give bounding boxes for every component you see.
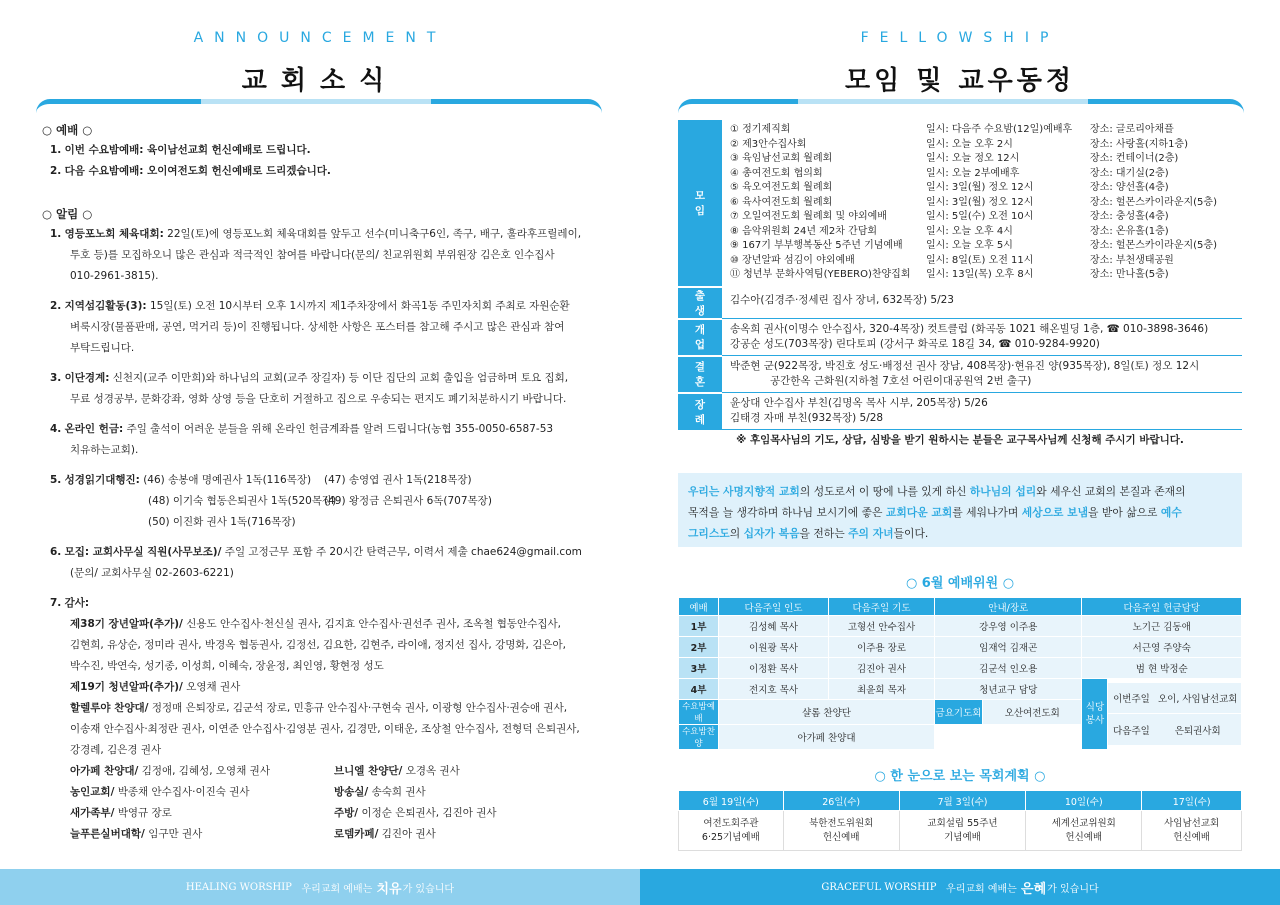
wedding-info: 박준현 군(922목장, 박진호 성도·배정선 권사 장남, 408목장)·현유진 양(935목장), 8일(토) 정오 12시 공간한옥 근화원(지하철 7호선 어린이대공원역 2번 출구) [722,356,1242,393]
opening-info: 송옥희 권사(이명수 안수집사, 320-4목장) 컷트클럽 (화곡동 1021 해온빌딩 1층, ☎ 010-3898-3646) 강공순 성도(703목장) 린다토피 (강서구 화곡로 18길 34, ☎ 010-9284-9920) [722,319,1242,356]
pastoral-note: ※ 후임목사님의 기도, 상담, 심방을 받기 원하시는 분들은 교구목사님께 신청해 주시기 바랍니다. [736,434,1184,446]
page-title: 교회소식 [241,66,399,96]
table-header: 안내/장로 [935,598,1082,616]
table-row: 2부 이원광 목사 이주용 장로 임재억 김재곤 서근영 주양숙 [679,637,1242,658]
fellowship-page [640,0,1280,905]
meeting-row: ① 정기제직회 일시: 다음주 수요밤(12일)예배후 장소: 글로리아채플 [730,124,1174,135]
bible-reading-item: 5. 성경읽기대행진: (46) 송봉애 명예권사 1독(116목장) (47) 송영엽 권사 1독(218목장) (48) 이기숙 협동은퇴권사 1독(520목장) (49) 왕정금 은퇴권사 6독(707목장) (50) 이진화 권사 1독(716목장) [50,474,492,528]
ministry-plan-table [678,790,1242,851]
section-eng-title: FELLOWSHIP [860,30,1060,46]
meeting-row: ⑥ 육사여전도회 월례회 일시: 3일(월) 정오 12시 장소: 헐몬스카이라운지(5층) [730,196,1217,208]
meeting-row: ⑪ 청년부 문화사역팀(YEBERO)찬양집회 일시: 13일(목) 오후 8시 장소: 만나홀(5층) [730,269,1169,280]
worship-item: 1. 이번 수요밤예배: 육이남선교회 헌신예배로 드립니다. [50,144,311,156]
plan-date: 10일(수) [1026,791,1142,811]
funeral-label: 장례 [678,393,722,430]
title-underline [36,99,602,115]
page-title: 모임 및 교우동정 [845,66,1075,96]
notice-item: 2. 지역섬김활동(3): 15일(토) 오전 10시부터 오후 1시까지 제1주차장에서 화곡1동 주민자치회 주최로 자원순환 벼룩시장(물품판매, 공연, 먹거리 등)이 진행됩니다. 상세한 사항은 포스터를 참고해 주시고 많은 관심과 참여 부탁드립니다. [50,300,570,354]
footer-banner: GRACEFUL WORSHIP 우리교회 예배는 은혜 가 있습니다 [640,869,1280,905]
meetings-list [722,120,1242,287]
table-row: 1부 김성혜 목사 고형선 안수집사 강우영 이주용 노기근 김동애 [679,616,1242,637]
meetings-label: 모임 [678,120,722,287]
footer-banner: HEALING WORSHIP 우리교회 예배는 치유 가 있습니다 [0,869,640,905]
meeting-row: ⑤ 육오여전도회 월례회 일시: 3일(월) 정오 12시 장소: 양선홀(4층) [730,182,1169,193]
plan-date: 6월 19일(수) [679,791,784,811]
notice-item: 1. 영등포노회 체육대회: 22일(토)에 영등포노회 체육대회를 앞두고 선수(미니축구6인, 족구, 배구, 훌라후프릴레이, 투호 등)를 모집하오니 많은 관심과 적극적인 참여를 바랍니다(문의/ 친교위원회 부위원장 김은호 인수집사 010-2961-3815). [50,228,582,282]
birth-label: 출생 [678,287,722,319]
meeting-row: ② 제3안수집사회 일시: 오늘 오후 2시 장소: 사랑홀(지하1층) [730,138,1188,150]
section-eng-title: ANNOUNCEMENT [193,30,447,46]
announcement-content [42,120,598,845]
notice-item: 3. 이단경계: 신천지(교주 이만희)와 하나님의 교회(교주 장길자) 등 이단 집단의 교회 출입을 엄금하며 토요 집회, 무료 성경공부, 문화강좌, 영화 상영 등을 단호히 거절하고 집으로 우송되는 편지도 폐기처분하시기 바랍니다. [50,372,569,405]
cafe-service-label: 식당봉사 [1082,679,1108,750]
table-row: 3부 이정환 목사 김진아 권사 김군석 인오용 범 현 박정순 [679,658,1242,679]
opening-label: 개업 [678,319,722,356]
recruit-item: 6. 모집: 교회사무실 직원(사무보조)/ 주일 고정근무 포함 주 20시간 탄력근무, 이력서 제출 chae624@gmail.com (문의/ 교회사무실 02-2603-6221) [50,546,582,579]
plan-event: 교회설립 55주년 기념예배 [899,811,1026,851]
title-underline [678,99,1244,115]
mission-statement: 우리는 사명지향적 교회의 성도로서 이 땅에 나를 있게 하신 하나님의 섭리와 세우신 교회의 본질과 존재의 목적을 늘 생각하며 하나님 보시기에 좋은 교회다운 교회를 세워나가며 세상으로 보냄을 받아 삶으로 예수 그리스도의 십자가 복음을 전하는 주의 자녀들이다. [678,473,1242,547]
table-row: 4부 전지호 목사 최윤희 목자 청년교구 담당 식당봉사 이번주일 오이, 사임남선교회 다음주일 은퇴권사회 [679,679,1242,700]
fellowship-table [678,120,1242,430]
meeting-row: ③ 육임남선교회 월례회 일시: 오늘 정오 12시 장소: 컨테이너(2층) [730,153,1179,164]
june-committee-table [678,597,1242,750]
plan-date: 26일(수) [783,791,899,811]
plan-event: 사임남선교회 헌신예배 [1142,811,1242,851]
plan-event: 세계선교위원회 헌신예배 [1026,811,1142,851]
notice-heading: ○ 알림 ○ [42,207,93,221]
plan-event: 북한전도위원회 헌신예배 [783,811,899,851]
meeting-row: ⑨ 167기 부부행복동산 5주년 기념예배 일시: 오늘 오후 5시 장소: 헐몬스카이라운지(5층) [730,240,1217,251]
wedding-label: 결혼 [678,356,722,393]
thanks-item: 7. 감사: 제38기 장년알파(추가)/ 신용도 안수집사·천신실 권사, 김지효 안수집사·권선주 권사, 조옥철 협동안수집사, 김현희, 유상순, 정미라 권사, 박경옥 협동권사, 김정선, 김요한, 김현주, 라이애, 정지선 집사, 강명화, 김은아, 박수진, 박연숙, 성기종, 이성희, 이혜숙, 장윤정, 최인영, 황현정 성도 제19기 청년알파(추가)/ 오영채 권사 할렐루야 찬양대/ 정정매 은퇴장로, 김군석 장로, 민흥규 안수집사·구현숙 권사, 이광형 안수집사·권승애 권사, 이송재 안수집사·최정란 권사, 이연준 안수집사·김영분 권사, 김경만, 이태운, 조상철 안수집사, 전형덕 은퇴권사, 강경례, 김은경 권사 아가페 찬양대/ 김정애, 김혜성, 오영채 권사 브니엘 찬양단/ 오경옥 권사 농인교회/ 박종채 안수집사·이진숙 권사 방송실/ 송숙희 권사 새가족부/ 박영규 장로 주방/ 이정순 은퇴권사, 김진아 권사 늘푸른실버대학/ 임구만 권사 로뎀카페/ 김진아 권사 [50,597,580,840]
worship-item: 2. 다음 수요밤예배: 오이여전도회 헌신예배로 드리겠습니다. [50,165,331,177]
table-header: 예배 [679,598,719,616]
birth-info: 김수아(김경주·정세린 집사 장녀, 632목장) 5/23 [722,287,1242,319]
plan-event: 여전도회주관 6·25기념예배 [679,811,784,851]
table-row: 수요밤예배 샬롬 찬양단 금요기도회 오산여전도회 [679,700,1242,725]
meeting-row: ⑧ 음악위원회 24년 제2차 간담회 일시: 오늘 오후 4시 장소: 온유홀(1층) [730,225,1169,237]
funeral-info: 윤상대 안수집사 부친(김명옥 목사 시부, 205목장) 5/26 김태경 자매 부친(932목장) 5/28 [722,393,1242,430]
notice-item: 4. 온라인 헌금: 주일 출석이 어려운 분들을 위해 온라인 헌금계좌를 알려 드립니다(농협 355-0050-6587-53 치유하는교회). [50,423,554,456]
table-header: 다음주일 기도 [829,598,935,616]
meeting-row: ⑦ 오일여전도회 월례회 및 야외예배 일시: 5일(수) 오전 10시 장소: 충성홀(4층) [730,211,1169,222]
table-row: 수요밤찬양 아가페 찬양대 [679,725,1242,750]
worship-heading: ○ 예배 ○ [42,123,93,137]
plan-date: 7월 3일(수) [899,791,1026,811]
june-committee-title: ○ 6월 예배위원 ○ [905,576,1015,591]
plan-date: 17일(수) [1142,791,1242,811]
meeting-row: ⑩ 장년알파 섬김이 야외예배 일시: 8일(토) 오전 11시 장소: 부천생태공원 [730,254,1174,266]
table-header: 다음주일 헌금담당 [1082,598,1242,616]
table-header: 다음주일 인도 [719,598,829,616]
meeting-row: ④ 총여전도회 협의회 일시: 오늘 2부예배후 장소: 대기실(2층) [730,167,1169,179]
ministry-plan-title: ○ 한 눈으로 보는 목회계획 ○ [874,769,1046,784]
